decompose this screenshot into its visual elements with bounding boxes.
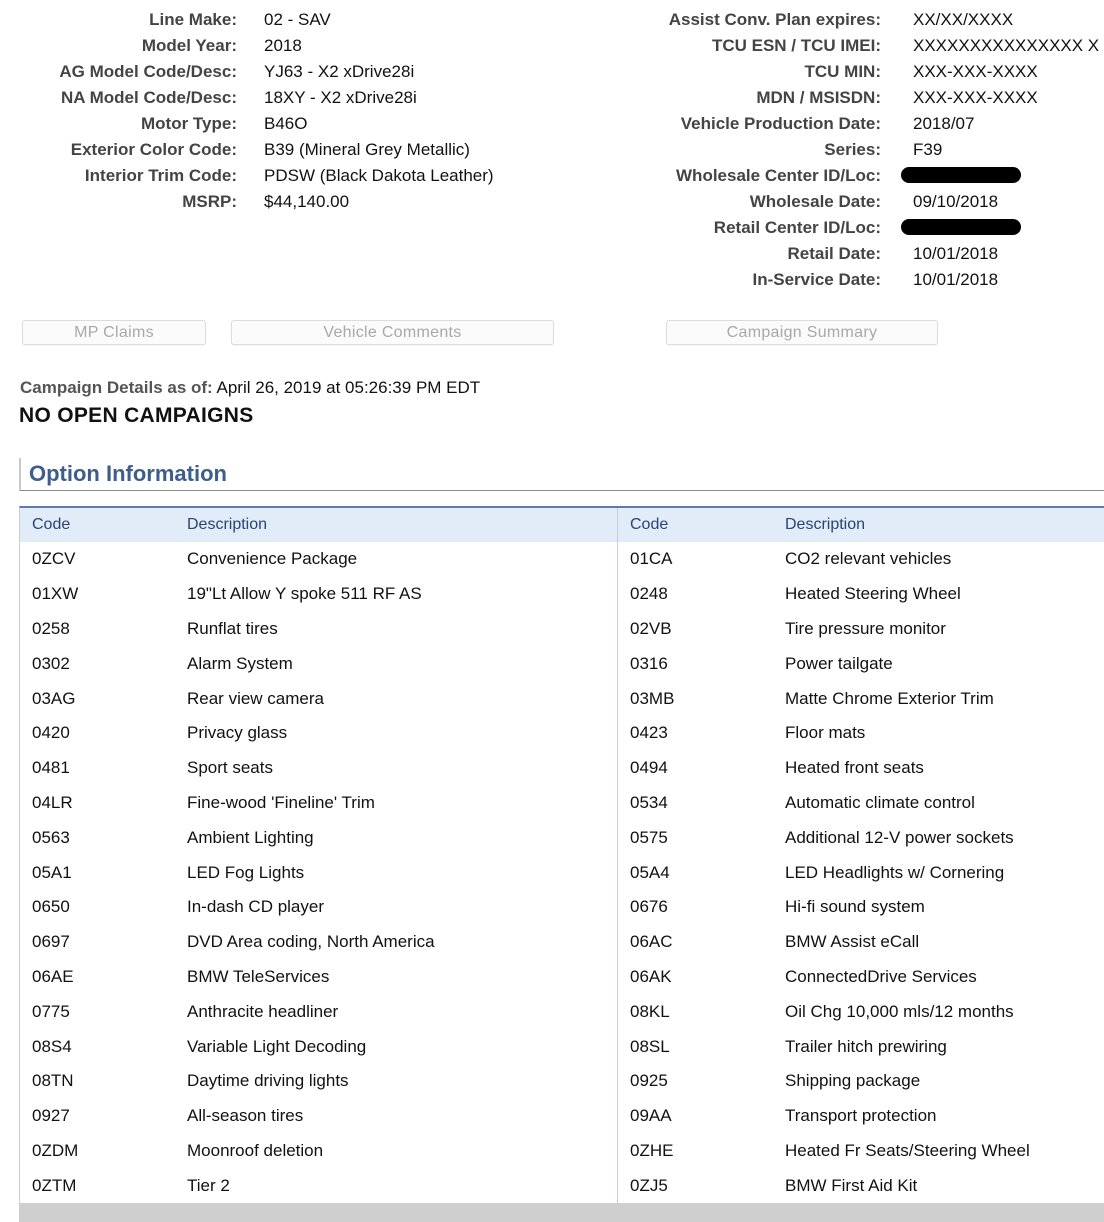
column-header-code[interactable]: Code <box>20 508 175 542</box>
option-description: Fine-wood 'Fineline' Trim <box>175 786 618 821</box>
mp-claims-button[interactable]: MP Claims <box>22 320 206 345</box>
option-description: Transport protection <box>785 1106 937 1126</box>
option-code: 0697 <box>32 932 70 952</box>
column-header-description[interactable]: Description <box>175 508 618 542</box>
option-code: 0775 <box>32 1001 70 1021</box>
vehicle-left-label: NA Model Code/Desc: <box>60 88 237 107</box>
vehicle-left-value: 2018 <box>264 36 302 55</box>
option-information-title: Option Information <box>29 461 227 486</box>
table-row <box>20 1134 1104 1169</box>
option-table-header-row <box>20 508 1104 542</box>
option-description: Oil Chg 10,000 mls/12 months <box>785 1001 1014 1021</box>
campaign-details-label: Campaign Details as of: <box>20 378 213 397</box>
table-row <box>20 960 1104 995</box>
vehicle-left-value: 18XY - X2 xDrive28i <box>264 88 417 107</box>
table-row <box>20 1064 1104 1099</box>
vehicle-right-value <box>913 215 1021 241</box>
option-description: Privacy glass <box>175 716 618 751</box>
table-row <box>20 681 1104 716</box>
option-description: Trailer hitch prewiring <box>785 1036 947 1056</box>
vehicle-right-value: 10/01/2018 <box>913 244 999 263</box>
option-description: CO2 relevant vehicles <box>785 549 952 569</box>
table-row <box>20 612 1104 647</box>
vehicle-left-value: $44,140.00 <box>264 192 350 211</box>
table-row <box>20 820 1104 855</box>
option-code: 06AC <box>630 932 673 952</box>
option-code: 03MB <box>630 688 675 708</box>
redaction-mark <box>901 167 1021 183</box>
campaign-status: NO OPEN CAMPAIGNS <box>19 404 254 427</box>
table-row <box>20 716 1104 751</box>
option-code: 0494 <box>630 758 668 778</box>
vehicle-left-label: AG Model Code/Desc: <box>59 62 237 81</box>
option-description: Matte Chrome Exterior Trim <box>785 688 994 708</box>
column-header-description-2[interactable]: Description <box>773 508 1104 542</box>
option-description: Heated Fr Seats/Steering Wheel <box>785 1140 1030 1160</box>
table-row <box>20 751 1104 786</box>
option-code: 0ZHE <box>630 1140 674 1160</box>
option-description: Convenience Package <box>175 542 618 577</box>
table-row <box>20 786 1104 821</box>
option-description: DVD Area coding, North America <box>175 925 618 960</box>
option-description: Sport seats <box>175 751 618 786</box>
option-description: Variable Light Decoding <box>175 1029 618 1064</box>
option-code: 0ZTM <box>32 1175 77 1195</box>
option-description: Floor mats <box>785 723 866 743</box>
vehicle-left-label: MSRP: <box>182 192 237 211</box>
option-table-body <box>20 542 1104 1203</box>
vehicle-right-value: XX/XX/XXXX <box>913 10 1014 29</box>
option-description: Tier 2 <box>175 1168 618 1203</box>
option-code: 0ZDM <box>32 1140 79 1160</box>
table-row <box>20 925 1104 960</box>
redaction-mark <box>901 219 1021 235</box>
option-code: 08TN <box>32 1071 74 1091</box>
option-code: 0927 <box>32 1106 70 1126</box>
option-description: Tire pressure monitor <box>785 618 946 638</box>
option-code: 0258 <box>32 618 70 638</box>
vehicle-right-label: Assist Conv. Plan expires: <box>668 10 881 29</box>
option-code: 0925 <box>630 1071 668 1091</box>
option-code: 0575 <box>630 827 668 847</box>
vehicle-left-label: Motor Type: <box>140 114 237 133</box>
column-header-code-2[interactable]: Code <box>618 508 774 542</box>
table-row <box>20 542 1104 577</box>
option-code: 0420 <box>32 723 70 743</box>
vehicle-left-value: 02 - SAV <box>264 10 331 29</box>
option-description: LED Headlights w/ Cornering <box>785 862 1005 882</box>
option-code: 08S4 <box>32 1036 72 1056</box>
option-code: 02VB <box>630 618 672 638</box>
vehicle-right-value <box>913 163 1021 189</box>
vehicle-left-label: Interior Trim Code: <box>84 166 237 185</box>
option-code: 0423 <box>630 723 668 743</box>
option-information-header <box>19 458 1104 491</box>
option-description: Alarm System <box>175 646 618 681</box>
table-row <box>20 855 1104 890</box>
vehicle-left-value: PDSW (Black Dakota Leather) <box>264 166 494 185</box>
option-description: BMW Assist eCall <box>785 932 920 952</box>
option-code: 0ZCV <box>32 549 76 569</box>
option-code: 0316 <box>630 653 668 673</box>
option-code: 08SL <box>630 1036 670 1056</box>
vehicle-right-value: XXX-XXX-XXXX <box>913 88 1038 107</box>
option-table <box>20 508 1104 1203</box>
table-row <box>20 890 1104 925</box>
option-description: All-season tires <box>175 1099 618 1134</box>
option-description: Ambient Lighting <box>175 820 618 855</box>
vehicle-right-value: XXXXXXXXXXXXXXX X <box>913 36 1100 55</box>
table-row <box>20 577 1104 612</box>
option-description: 19"Lt Allow Y spoke 511 RF AS <box>175 577 618 612</box>
vehicle-right-label: Retail Date: <box>787 244 881 263</box>
option-description: Heated front seats <box>785 758 924 778</box>
option-code: 0650 <box>32 897 70 917</box>
vehicle-right-value: F39 <box>913 140 943 159</box>
option-description: Moonroof deletion <box>175 1134 618 1169</box>
option-code: 0534 <box>630 792 668 812</box>
option-description: Power tailgate <box>785 653 893 673</box>
campaign-summary-button[interactable]: Campaign Summary <box>666 320 938 345</box>
option-code: 0481 <box>32 758 70 778</box>
option-description: BMW First Aid Kit <box>785 1175 918 1195</box>
option-code: 05A4 <box>630 862 670 882</box>
table-row <box>20 1099 1104 1134</box>
option-code: 06AK <box>630 966 672 986</box>
vehicle-left-value: YJ63 - X2 xDrive28i <box>264 62 415 81</box>
vehicle-right-label: Vehicle Production Date: <box>680 114 881 133</box>
vehicle-right-value: XXX-XXX-XXXX <box>913 62 1038 81</box>
horizontal-scrollbar[interactable] <box>19 1203 1104 1222</box>
option-code: 0248 <box>630 584 668 604</box>
option-description: Heated Steering Wheel <box>785 584 961 604</box>
vehicle-right-label: Wholesale Date: <box>749 192 881 211</box>
option-code: 04LR <box>32 792 73 812</box>
vehicle-left-label: Model Year: <box>141 36 237 55</box>
vehicle-left-value: B39 (Mineral Grey Metallic) <box>264 140 470 159</box>
option-description: Rear view camera <box>175 681 618 716</box>
option-description: Automatic climate control <box>785 792 975 812</box>
option-description: BMW TeleServices <box>175 960 618 995</box>
option-code: 01CA <box>630 549 673 569</box>
option-description: LED Fog Lights <box>175 855 618 890</box>
option-description: Shipping package <box>785 1071 921 1091</box>
option-code: 0676 <box>630 897 668 917</box>
table-row <box>20 646 1104 681</box>
vehicle-right-value: 2018/07 <box>913 114 975 133</box>
option-code: 01XW <box>32 584 79 604</box>
vehicle-left-value: B46O <box>264 114 308 133</box>
option-description: In-dash CD player <box>175 890 618 925</box>
table-row <box>20 1168 1104 1203</box>
vehicle-right-label: In-Service Date: <box>752 270 881 289</box>
option-code: 05A1 <box>32 862 72 882</box>
vehicle-right-label: Retail Center ID/Loc: <box>713 218 881 237</box>
vehicle-left-label: Line Make: <box>149 10 237 29</box>
option-description: ConnectedDrive Services <box>785 966 977 986</box>
option-code: 08KL <box>630 1001 670 1021</box>
vehicle-right-value: 09/10/2018 <box>913 192 999 211</box>
option-description: Runflat tires <box>175 612 618 647</box>
vehicle-right-label: Series: <box>824 140 881 159</box>
option-code: 0302 <box>32 653 70 673</box>
option-description: Daytime driving lights <box>175 1064 618 1099</box>
vehicle-right-label: MDN / MSISDN: <box>756 88 881 107</box>
table-row <box>20 1029 1104 1064</box>
option-code: 0563 <box>32 827 70 847</box>
vehicle-right-label: TCU ESN / TCU IMEI: <box>711 36 881 55</box>
option-description: Anthracite headliner <box>175 994 618 1029</box>
option-table-container <box>19 506 1104 1208</box>
option-code: 0ZJ5 <box>630 1175 668 1195</box>
vehicle-right-label: Wholesale Center ID/Loc: <box>676 166 881 185</box>
option-description: Additional 12-V power sockets <box>785 827 1014 847</box>
campaign-details <box>20 378 480 398</box>
vehicle-left-label: Exterior Color Code: <box>70 140 237 159</box>
option-code: 06AE <box>32 966 74 986</box>
vehicle-right-label: TCU MIN: <box>804 62 881 81</box>
vehicle-comments-button[interactable]: Vehicle Comments <box>231 320 554 345</box>
option-code: 09AA <box>630 1106 672 1126</box>
option-code: 03AG <box>32 688 76 708</box>
vehicle-right-value: 10/01/2018 <box>913 270 999 289</box>
campaign-timestamp: April 26, 2019 at 05:26:39 PM EDT <box>216 378 481 397</box>
table-row <box>20 994 1104 1029</box>
option-description: Hi-fi sound system <box>785 897 925 917</box>
